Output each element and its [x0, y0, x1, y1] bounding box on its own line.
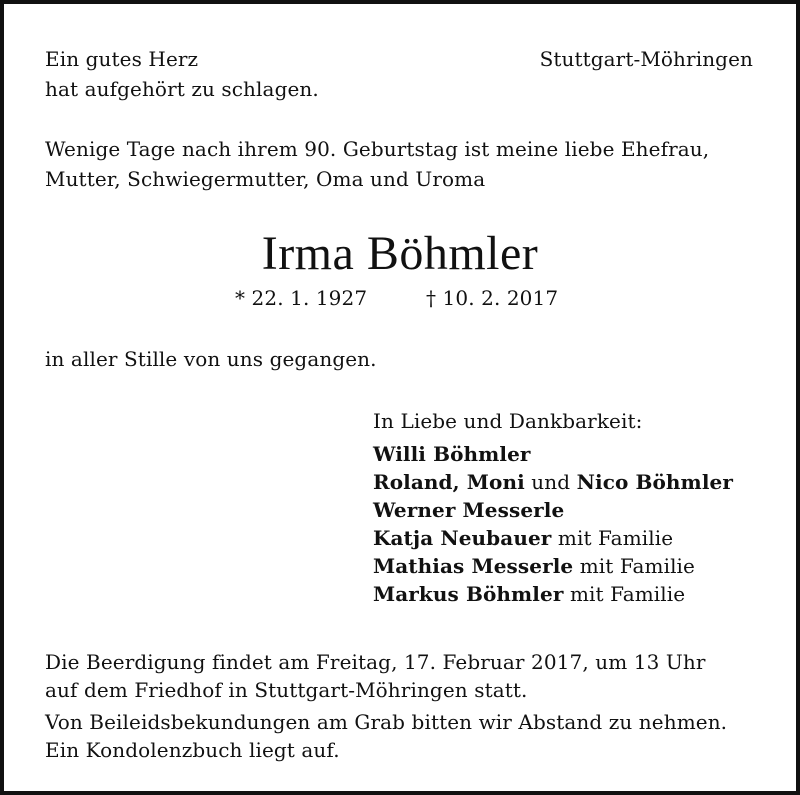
mourner-row [373, 553, 695, 579]
mourner-row [373, 497, 564, 523]
mourner-name: Nico Böhmler [576, 470, 733, 494]
intro-line-2: Mutter, Schwiegermutter, Oma und Uroma [45, 167, 486, 191]
mourners-heading: In Liebe und Dankbarkeit: [373, 409, 643, 433]
intro-line-1: Wenige Tage nach ihrem 90. Geburtstag ist meine liebe Ehefrau, [45, 137, 710, 161]
passed-away-line: in aller Stille von uns gegangen. [45, 347, 377, 371]
mourner-suffix: mit Familie [557, 526, 674, 550]
mourner-row [373, 441, 531, 467]
motto-line-1: Ein gutes Herz [45, 47, 199, 71]
death-date: † 10. 2. 2017 [426, 286, 559, 310]
condolence-line-1: Von Beileidsbekundungen am Grab bitten wir Abstand zu nehmen. [45, 710, 728, 734]
funeral-line-2: auf dem Friedhof in Stuttgart-Möhringen statt. [45, 678, 528, 702]
funeral-line-1: Die Beerdigung findet am Freitag, 17. Februar 2017, um 13 Uhr [45, 650, 706, 674]
mourner-suffix: mit Familie [579, 554, 695, 578]
mourner-row [373, 525, 673, 551]
mourner-name: Roland, Moni [373, 470, 525, 494]
condolence-line-2: Ein Kondolenzbuch liegt auf. [45, 738, 340, 762]
mourner-row [373, 581, 685, 607]
mourner-name: Markus Böhmler [373, 582, 564, 606]
birth-date: * 22. 1. 1927 [235, 286, 368, 310]
motto-line-2: hat aufgehört zu schlagen. [45, 77, 319, 101]
deceased-name: Irma Böhmler [261, 227, 539, 280]
mourner-name: Werner Messerle [373, 498, 565, 522]
mourner-name: Willi Böhmler [373, 442, 531, 466]
mourner-name: Mathias Messerle [373, 554, 574, 578]
mourner-connector: und [531, 470, 571, 494]
location: Stuttgart-Möhringen [539, 47, 753, 71]
mourner-name: Katja Neubauer [373, 526, 552, 550]
mourner-suffix: mit Familie [569, 582, 686, 606]
mourner-row [373, 469, 733, 495]
